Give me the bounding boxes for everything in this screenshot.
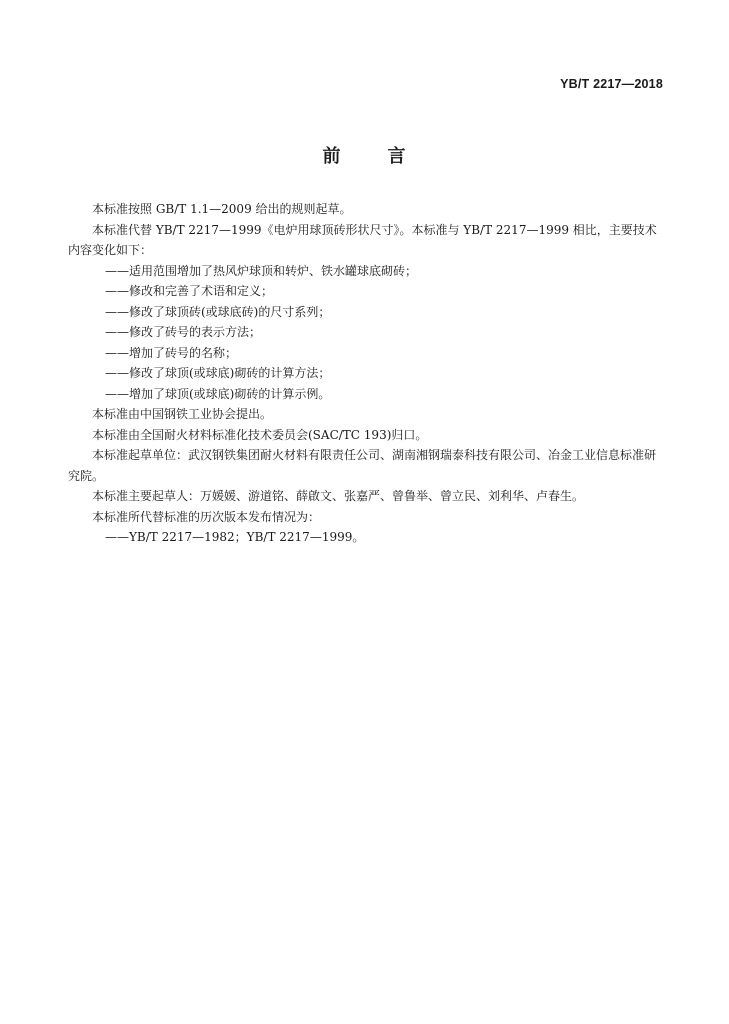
change-item: ——修改了球顶砖(或球底砖)的尺寸系列； [105,304,331,319]
paragraph-history-intro: 本标准所代替标准的历次版本发布情况为： [92,509,321,524]
change-list [68,261,666,405]
paragraph-drafting-units: 本标准起草单位：武汉钢铁集团耐火材料有限责任公司、湖南湘钢瑞泰科技有限公司、冶金工业信息标准研究院。 [68,448,657,483]
change-item: ——修改了砖号的表示方法； [105,325,262,339]
change-item: ——修改了球顶(或球底)砌砖的计算方法； [105,366,331,380]
change-item: ——增加了砖号的名称； [105,345,238,360]
preface-body [68,199,666,548]
paragraph-drafting-rules: 本标准按照 GB/T 1.1—2009 给出的规则起草。 [92,202,352,216]
paragraph-committee: 本标准由全国耐火材料标准化技术委员会(SAC/TC 193)归口。 [92,427,428,442]
change-item: ——修改和完善了术语和定义； [105,284,274,298]
paragraph-proposer: 本标准由中国钢铁工业协会提出。 [92,407,273,421]
title-char-2: 言 [387,146,407,167]
standard-code: YB/T 2217—2018 [560,77,663,91]
change-item: ——适用范围增加了热风炉球顶和转炉、铁水罐球底砌砖； [105,263,418,278]
history-item: ——YB/T 2217—1982；YB/T 2217—1999。 [105,530,365,544]
paragraph-replacement: 本标准代替 YB/T 2217—1999《电炉用球顶砖形状尺寸》。本标准与 YB/T 2217—1999 相比，主要技术内容变化如下： [68,222,657,257]
paragraph-drafters: 本标准主要起草人：万媛媛、游道铭、薛啟文、张嘉严、曾鲁举、曾立民、刘利华、卢春生。 [92,489,585,503]
title-char-1: 前 [322,146,342,167]
page-title [0,142,729,168]
change-item: ——增加了球顶(或球底)砌砖的计算示例。 [105,386,331,401]
